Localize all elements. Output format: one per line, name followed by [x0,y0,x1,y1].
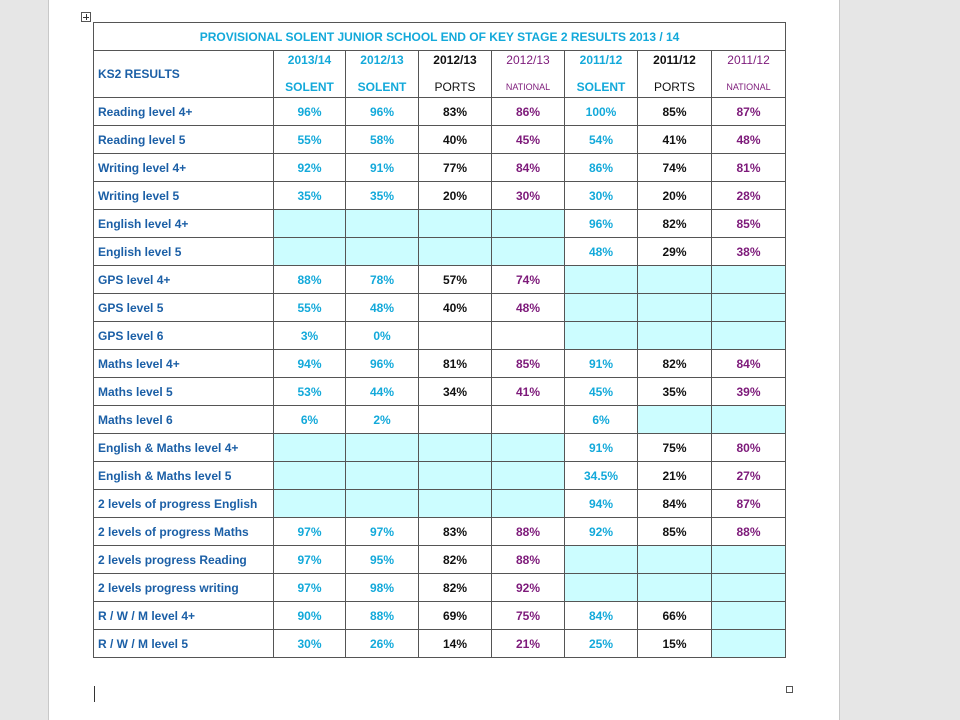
value-cell[interactable]: 98% [346,574,419,602]
shaded-cell[interactable] [419,462,492,490]
value-cell[interactable]: 96% [346,98,419,126]
value-cell[interactable]: 87% [712,490,786,518]
table-row [94,602,786,630]
value-cell[interactable]: 83% [419,98,492,126]
column-header-row [94,51,786,98]
table-row [94,434,786,462]
shaded-cell[interactable] [712,406,786,434]
value-cell[interactable]: 35% [638,378,712,406]
column-label: SOLENT [285,80,334,94]
shaded-cell[interactable] [346,210,419,238]
value-cell[interactable]: 88% [492,546,565,574]
value-cell[interactable]: 81% [419,350,492,378]
shaded-cell[interactable] [565,322,638,350]
value-cell[interactable]: 88% [274,266,346,294]
value-cell[interactable]: 41% [492,378,565,406]
value-cell[interactable]: 30% [274,630,346,658]
column-label: PORTS [434,80,476,94]
value-cell[interactable] [492,322,565,350]
value-cell[interactable]: 21% [492,630,565,658]
shaded-cell[interactable] [565,266,638,294]
value-cell[interactable]: 48% [492,294,565,322]
shaded-cell[interactable] [274,490,346,518]
shaded-cell[interactable] [346,462,419,490]
column-header-solent-2013-14[interactable] [274,51,346,98]
shaded-cell[interactable] [712,294,786,322]
column-header-solent-2012-13[interactable] [346,51,419,98]
value-cell[interactable]: 85% [638,518,712,546]
value-cell[interactable] [492,406,565,434]
shaded-cell[interactable] [274,238,346,266]
value-cell[interactable]: 20% [419,182,492,210]
row-label[interactable]: English level 4+ [94,210,274,238]
value-cell[interactable]: 45% [492,126,565,154]
row-label[interactable]: Writing level 4+ [94,154,274,182]
table-row [94,546,786,574]
value-cell[interactable]: 82% [419,546,492,574]
row-label[interactable]: R / W / M level 5 [94,630,274,658]
value-cell[interactable]: 91% [346,154,419,182]
value-cell[interactable]: 100% [565,98,638,126]
table-row [94,126,786,154]
value-cell[interactable]: 53% [274,378,346,406]
shaded-cell[interactable] [274,210,346,238]
value-cell[interactable]: 15% [638,630,712,658]
column-header-national-2011-12[interactable] [712,51,786,98]
value-cell[interactable]: 41% [638,126,712,154]
value-cell[interactable]: 97% [274,546,346,574]
value-cell[interactable]: 40% [419,294,492,322]
value-cell[interactable]: 85% [638,98,712,126]
shaded-cell[interactable] [638,294,712,322]
value-cell[interactable]: 38% [712,238,786,266]
table-row [94,210,786,238]
value-cell[interactable] [419,322,492,350]
shaded-cell[interactable] [712,266,786,294]
value-cell[interactable]: 78% [346,266,419,294]
value-cell[interactable]: 75% [492,602,565,630]
value-cell[interactable]: 58% [346,126,419,154]
row-label[interactable]: Maths level 4+ [94,350,274,378]
column-header-ports-2011-12[interactable] [638,51,712,98]
column-label: PORTS [653,80,696,94]
row-label[interactable]: Maths level 5 [94,378,274,406]
shaded-cell[interactable] [274,462,346,490]
shaded-cell[interactable] [492,490,565,518]
title-row [94,23,786,51]
value-cell[interactable]: 66% [638,602,712,630]
value-cell[interactable]: 90% [274,602,346,630]
value-cell[interactable]: 97% [346,518,419,546]
column-year: 2011/12 [727,53,770,67]
value-cell[interactable]: 77% [419,154,492,182]
row-label[interactable]: Reading level 4+ [94,98,274,126]
value-cell[interactable]: 35% [274,182,346,210]
shaded-cell[interactable] [638,574,712,602]
table-row [94,350,786,378]
column-label: NATIONAL [505,82,551,92]
column-year: 2011/12 [653,53,696,67]
row-label[interactable]: 2 levels progress Reading [94,546,274,574]
shaded-cell[interactable] [712,322,786,350]
shaded-cell[interactable] [712,574,786,602]
value-cell[interactable]: 27% [712,462,786,490]
value-cell[interactable]: 48% [565,238,638,266]
shaded-cell[interactable] [492,210,565,238]
table-row [94,462,786,490]
row-label[interactable]: English & Maths level 5 [94,462,274,490]
shaded-cell[interactable] [565,574,638,602]
value-cell[interactable]: 88% [492,518,565,546]
row-label[interactable]: GPS level 5 [94,294,274,322]
table-resize-handle-icon[interactable] [786,686,793,693]
row-label[interactable]: 2 levels of progress English [94,490,274,518]
value-cell[interactable]: 91% [565,350,638,378]
shaded-cell[interactable] [346,434,419,462]
corner-label[interactable]: KS2 RESULTS [94,51,274,98]
value-cell[interactable]: 55% [274,126,346,154]
shaded-cell[interactable] [419,210,492,238]
column-year: 2012/13 [506,53,550,67]
table-title[interactable]: PROVISIONAL SOLENT JUNIOR SCHOOL END OF KEY STAGE 2 RESULTS 2013 / 14 [94,23,786,51]
value-cell[interactable]: 48% [346,294,419,322]
shaded-cell[interactable] [712,602,786,630]
row-label[interactable]: R / W / M level 4+ [94,602,274,630]
shaded-cell[interactable] [346,238,419,266]
table-row [94,406,786,434]
value-cell[interactable]: 80% [712,434,786,462]
value-cell[interactable]: 92% [492,574,565,602]
shaded-cell[interactable] [638,546,712,574]
value-cell[interactable]: 2% [346,406,419,434]
table-row [94,182,786,210]
value-cell[interactable]: 34% [419,378,492,406]
shaded-cell[interactable] [712,630,786,658]
value-cell[interactable]: 57% [419,266,492,294]
value-cell[interactable]: 84% [492,154,565,182]
table-row [94,630,786,658]
value-cell[interactable]: 28% [712,182,786,210]
value-cell[interactable]: 25% [565,630,638,658]
value-cell[interactable]: 30% [565,182,638,210]
value-cell[interactable]: 97% [274,574,346,602]
value-cell[interactable]: 84% [712,350,786,378]
column-label: SOLENT [576,80,626,94]
shaded-cell[interactable] [565,294,638,322]
shaded-cell[interactable] [638,406,712,434]
shaded-cell[interactable] [419,434,492,462]
value-cell[interactable]: 29% [638,238,712,266]
column-header-ports-2012-13[interactable] [419,51,492,98]
value-cell[interactable]: 26% [346,630,419,658]
value-cell[interactable]: 95% [346,546,419,574]
table-row [94,574,786,602]
value-cell[interactable]: 88% [346,602,419,630]
column-year: 2012/13 [360,53,404,67]
table-row [94,266,786,294]
table-move-handle-icon[interactable] [81,12,91,22]
results-table [93,22,786,658]
column-header-solent-2011-12[interactable] [565,51,638,98]
shaded-cell[interactable] [419,490,492,518]
value-cell[interactable]: 45% [565,378,638,406]
value-cell[interactable]: 44% [346,378,419,406]
table-row [94,322,786,350]
value-cell[interactable]: 92% [274,154,346,182]
value-cell[interactable]: 40% [419,126,492,154]
row-label[interactable]: Reading level 5 [94,126,274,154]
row-label[interactable]: Maths level 6 [94,406,274,434]
value-cell[interactable]: 55% [274,294,346,322]
shaded-cell[interactable] [419,238,492,266]
table-row [94,490,786,518]
column-label: NATIONAL [726,82,771,92]
row-label[interactable]: English & Maths level 4+ [94,434,274,462]
value-cell[interactable]: 3% [274,322,346,350]
value-cell[interactable]: 96% [346,350,419,378]
value-cell[interactable]: 69% [419,602,492,630]
table-row [94,238,786,266]
value-cell[interactable]: 14% [419,630,492,658]
value-cell[interactable]: 88% [712,518,786,546]
value-cell[interactable]: 83% [419,518,492,546]
value-cell[interactable]: 84% [565,602,638,630]
shaded-cell[interactable] [492,238,565,266]
value-cell[interactable]: 6% [274,406,346,434]
value-cell[interactable]: 86% [565,154,638,182]
column-year: 2012/13 [433,53,477,67]
value-cell[interactable] [419,406,492,434]
value-cell[interactable]: 54% [565,126,638,154]
value-cell[interactable]: 87% [712,98,786,126]
shaded-cell[interactable] [638,322,712,350]
shaded-cell[interactable] [712,546,786,574]
column-year: 2013/14 [287,53,332,67]
value-cell[interactable]: 94% [565,490,638,518]
row-label[interactable]: English level 5 [94,238,274,266]
shaded-cell[interactable] [492,434,565,462]
value-cell[interactable]: 82% [419,574,492,602]
value-cell[interactable]: 96% [274,98,346,126]
value-cell[interactable]: 86% [492,98,565,126]
column-year: 2011/12 [579,53,623,67]
value-cell[interactable]: 82% [638,350,712,378]
shaded-cell[interactable] [346,490,419,518]
shaded-cell[interactable] [274,434,346,462]
value-cell[interactable]: 91% [565,434,638,462]
column-label: SOLENT [357,80,407,94]
value-cell[interactable]: 92% [565,518,638,546]
value-cell[interactable]: 20% [638,182,712,210]
value-cell[interactable]: 94% [274,350,346,378]
shaded-cell[interactable] [565,546,638,574]
value-cell[interactable]: 30% [492,182,565,210]
value-cell[interactable]: 82% [638,210,712,238]
row-label[interactable]: 2 levels progress writing [94,574,274,602]
value-cell[interactable]: 6% [565,406,638,434]
value-cell[interactable]: 34.5% [565,462,638,490]
column-header-national-2012-13[interactable] [492,51,565,98]
value-cell[interactable]: 75% [638,434,712,462]
table-row [94,154,786,182]
value-cell[interactable]: 85% [712,210,786,238]
row-label[interactable]: 2 levels of progress Maths [94,518,274,546]
value-cell[interactable]: 35% [346,182,419,210]
table-row [94,294,786,322]
value-cell[interactable]: 74% [492,266,565,294]
value-cell[interactable]: 81% [712,154,786,182]
value-cell[interactable]: 97% [274,518,346,546]
value-cell[interactable]: 84% [638,490,712,518]
shaded-cell[interactable] [492,462,565,490]
value-cell[interactable]: 96% [565,210,638,238]
row-label[interactable]: Writing level 5 [94,182,274,210]
row-label[interactable]: GPS level 4+ [94,266,274,294]
shaded-cell[interactable] [638,266,712,294]
value-cell[interactable]: 48% [712,126,786,154]
value-cell[interactable]: 0% [346,322,419,350]
value-cell[interactable]: 74% [638,154,712,182]
table-row [94,378,786,406]
row-label[interactable]: GPS level 6 [94,322,274,350]
table-row [94,518,786,546]
value-cell[interactable]: 21% [638,462,712,490]
value-cell[interactable]: 39% [712,378,786,406]
table-row [94,98,786,126]
text-cursor [94,686,95,702]
value-cell[interactable]: 85% [492,350,565,378]
